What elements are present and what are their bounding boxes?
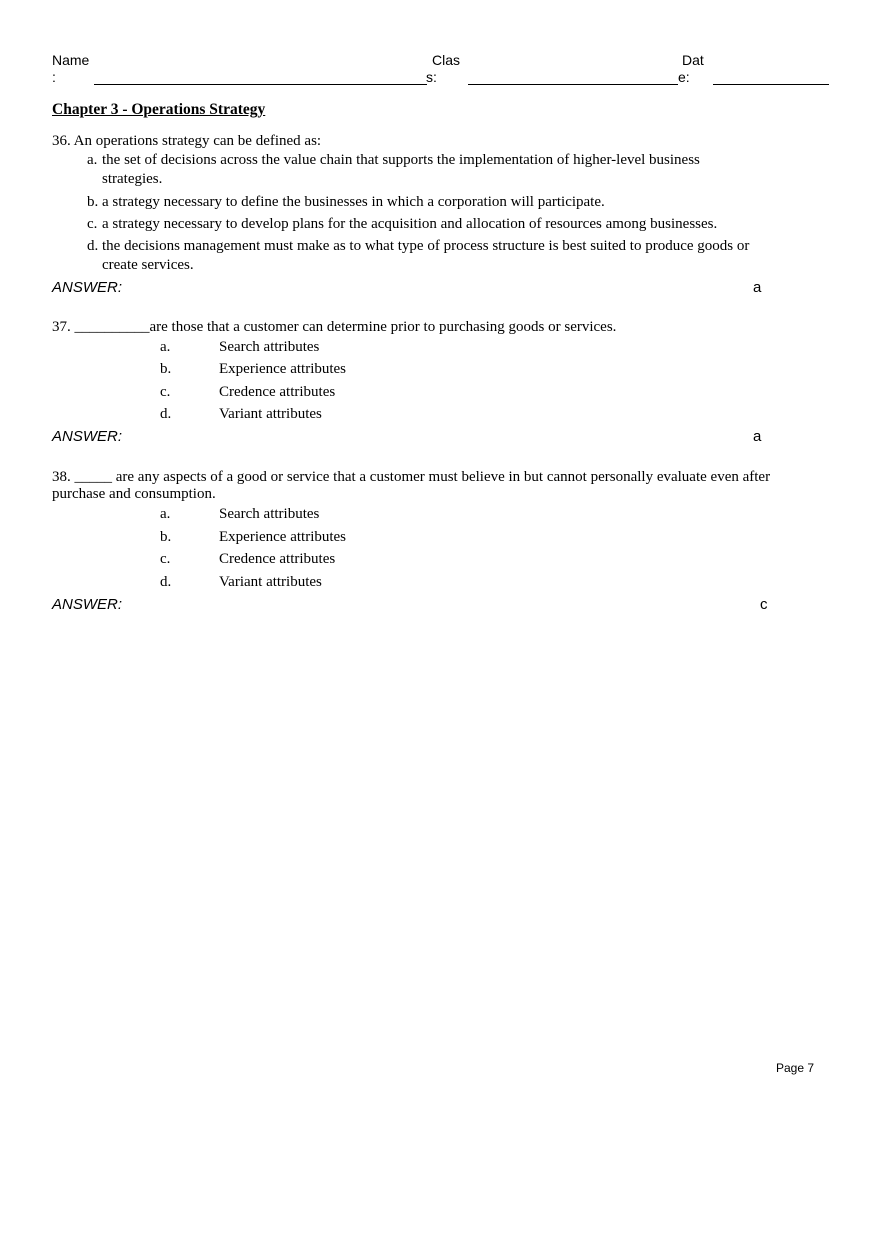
option-text: strategies. [102,171,163,187]
answer-value: a [753,279,762,296]
answer-value: c [760,596,768,613]
name-label-bottom: : [52,69,56,85]
option-letter: d. [160,406,172,422]
question-stem: 38. _____ are any aspects of a good or service that a customer must believe in but cannot personally evaluate even after [52,469,771,485]
option-letter: a. [160,339,171,355]
option-text: Experience attributes [219,529,347,545]
page-number: Page 7 [776,1061,815,1075]
question-stem: 36. An operations strategy can be defined as: [52,133,322,149]
option-text: the set of decisions across the value chain that supports the implementation of higher-level business [102,152,700,168]
option-letter: b. [160,529,172,545]
option-text: a strategy necessary to define the businesses in which a corporation will participate. [102,194,605,210]
option-text: Search attributes [219,339,320,355]
option-text: the decisions management must make as to what type of process structure is best suited to produce goods or [102,238,750,254]
answer-value: a [753,428,762,445]
class-label-top: Clas [432,52,461,68]
option-letter: a. [160,506,171,522]
date-label-top: Dat [682,52,704,68]
name-field-line[interactable] [94,84,427,85]
option-text: Credence attributes [219,384,336,400]
date-label-bottom: e: [678,69,690,85]
option-text: create services. [102,257,194,273]
answer-label: ANSWER: [52,279,123,296]
answer-label: ANSWER: [52,596,123,613]
option-letter: b. [160,361,172,377]
option-text: Credence attributes [219,551,336,567]
option-letter: c. [87,216,98,232]
answer-label: ANSWER: [52,428,123,445]
class-label-bottom: s: [426,69,437,85]
option-letter: d. [87,238,99,254]
question-stem: purchase and consumption. [52,486,216,502]
chapter-title: Chapter 3 - Operations Strategy [52,101,266,118]
name-label-top: Name [52,52,90,68]
class-field-line[interactable] [468,84,678,85]
option-text: Variant attributes [219,406,322,422]
option-letter: a. [87,152,98,168]
option-text: Experience attributes [219,361,347,377]
date-field-line[interactable] [713,84,829,85]
option-text: Search attributes [219,506,320,522]
option-text: a strategy necessary to develop plans for the acquisition and allocation of resources among businesses. [102,216,718,232]
option-letter: c. [160,551,171,567]
option-text: Variant attributes [219,574,322,590]
option-letter: d. [160,574,172,590]
option-letter: c. [160,384,171,400]
question-stem: 37. __________are those that a customer can determine prior to purchasing goods or services. [52,319,617,335]
option-letter: b. [87,194,99,210]
